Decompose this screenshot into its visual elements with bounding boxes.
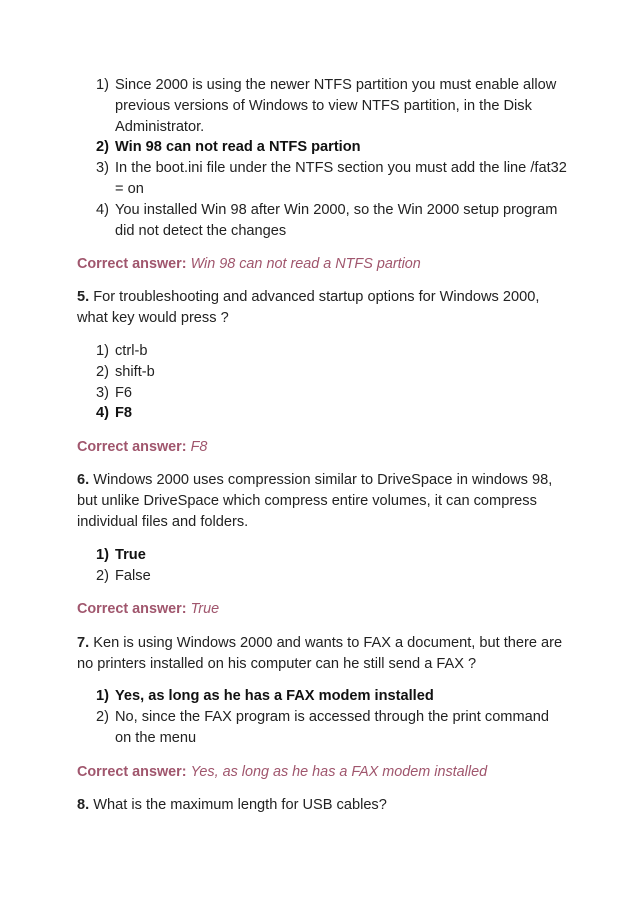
q7-option-2: 2) No, since the FAX program is accessed through the print command on the menu	[96, 708, 549, 746]
q6-option-1: 1) True	[96, 547, 146, 563]
q5-question: 5. For troubleshooting and advanced startup options for Windows 2000, what key would press ?	[77, 289, 540, 326]
q6-option-2: 2) False	[96, 567, 151, 584]
q5-option-2: 2) shift-b	[96, 363, 155, 380]
q4-correct-answer: Correct answer: Win 98 can not read a NTFS partion	[77, 256, 421, 272]
q7-option-1: 1) Yes, as long as he has a FAX modem installed	[96, 688, 434, 704]
q5-option-3: 3) F6	[96, 384, 133, 401]
q8-question: 8. What is the maximum length for USB cables?	[77, 797, 387, 813]
q5-option-4: 4) F8	[96, 405, 133, 422]
q5-options	[77, 341, 567, 424]
q7-options	[77, 686, 567, 748]
q4-option-4: 4) You installed Win 98 after Win 2000, so the Win 2000 setup program did not detect the changes	[96, 201, 558, 239]
q4-option-3: 3) In the boot.ini file under the NTFS section you must add the line /fat32 = on	[96, 160, 567, 197]
q6-options	[77, 545, 567, 587]
q5-option-1: 1) ctrl-b	[96, 343, 148, 359]
q4-option-2: 2) Win 98 can not read a NTFS partion	[96, 139, 361, 156]
q4-option-1: 1) Since 2000 is using the newer NTFS partition you must enable allow previous versions of Windows to view NTFS partition, in the Disk Administrator.	[96, 77, 557, 135]
q6-correct-answer: Correct answer: True	[77, 601, 220, 617]
q6-question: 6. Windows 2000 uses compression similar to DriveSpace in windows 98, but unlike DriveSpace which compress entire volumes, it can compress individual files and folders.	[77, 472, 553, 530]
q5-correct-answer: Correct answer: F8	[77, 439, 208, 455]
q7-correct-answer: Correct answer: Yes, as long as he has a FAX modem installed	[77, 764, 488, 780]
q4-options	[77, 75, 567, 241]
q7-question: 7. Ken is using Windows 2000 and wants to FAX a document, but there are no printers installed on his computer can he still send a FAX ?	[77, 635, 563, 672]
